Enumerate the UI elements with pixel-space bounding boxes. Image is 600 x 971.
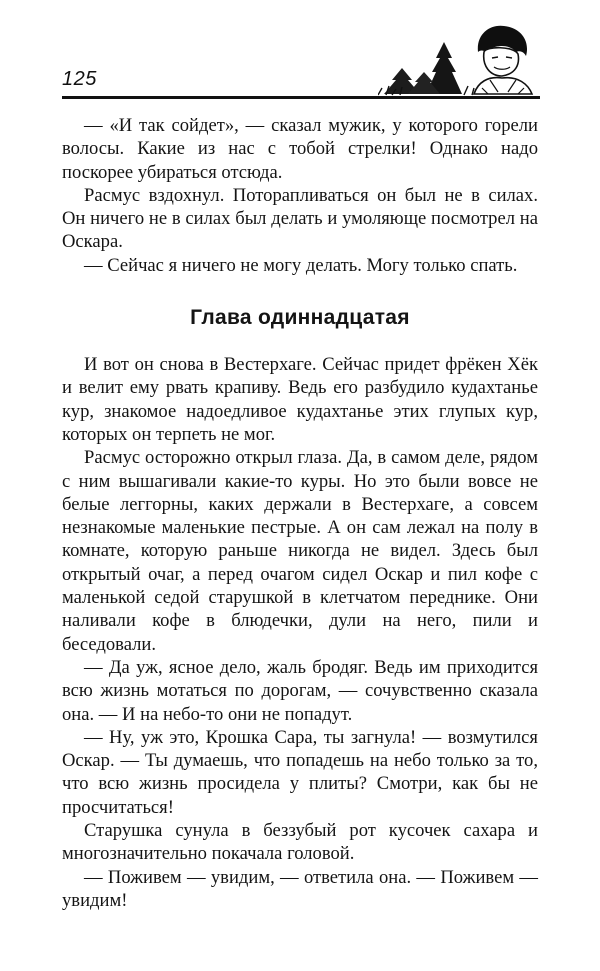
paragraph: Расмус вздохнул. Поторапливаться он был не в силах. Он ничего не в силах был делать и умоляюще посмотрел на Оскара. <box>62 184 538 253</box>
running-header <box>62 22 540 100</box>
chapter-title: Глава одиннадцатая <box>190 306 410 330</box>
paragraph: И вот он снова в Вестерхаге. Сейчас придет фрёкен Хёк и велит ему рвать крапиву. Ведь его разбудило кудахтанье кур, знакомое надоедливое кудахтанье этих глупых кур, которых он терпеть не мог. <box>62 354 538 445</box>
paragraph: — Да уж, ясное дело, жаль бродяг. Ведь им приходится всю жизнь мотаться по дорогам, — сочувственно сказала она. — И на небо-то они не попадут. <box>62 656 538 725</box>
chapter-body <box>62 353 538 912</box>
paragraph: — Сейчас я ничего не могу делать. Могу только спать. <box>84 254 518 276</box>
body-text <box>62 114 538 912</box>
paragraph: Старушка сунула в беззубый рот кусочек сахара и многозначительно покачала головой. <box>62 820 538 865</box>
paragraph: — «И так сойдет», — сказал мужик, у которого горели волосы. Какие из нас с тобой стрелки! Однако надо поскорее убираться отсюда. <box>62 115 538 183</box>
header-rule <box>62 96 540 99</box>
page-number: 125 <box>62 68 97 90</box>
section-previous-chapter-end <box>62 114 538 277</box>
paragraph: Расмус осторожно открыл глаза. Да, в самом деле, рядом с ним вышагивали какие-то куры. Но это были вовсе не белые леггорны, каких держали в Вестерхаге, а совсем незнакомые маленькие пестрые. А он сам лежал на полу в комнате, которую раньше никогда не видел. Здесь был открытый очаг, а перед очагом сидел Оскар и пил кофе с маленькой седой старушкой в клетчатом переднике. Они наливали кофе в блюдечки, дули на него, пили и беседовали. <box>62 447 538 655</box>
paragraph: — Поживем — увидим, — ответила она. — Поживем — увидим! <box>62 866 538 911</box>
boy-with-fir-trees-vignette <box>378 22 538 96</box>
paragraph: — Ну, уж это, Крошка Сара, ты загнула! — возмутился Оскар. — Ты думаешь, что попадешь на небо только за то, что всю жизнь просидела у плиты? Смотри, как бы не просчитаться! <box>62 726 538 818</box>
